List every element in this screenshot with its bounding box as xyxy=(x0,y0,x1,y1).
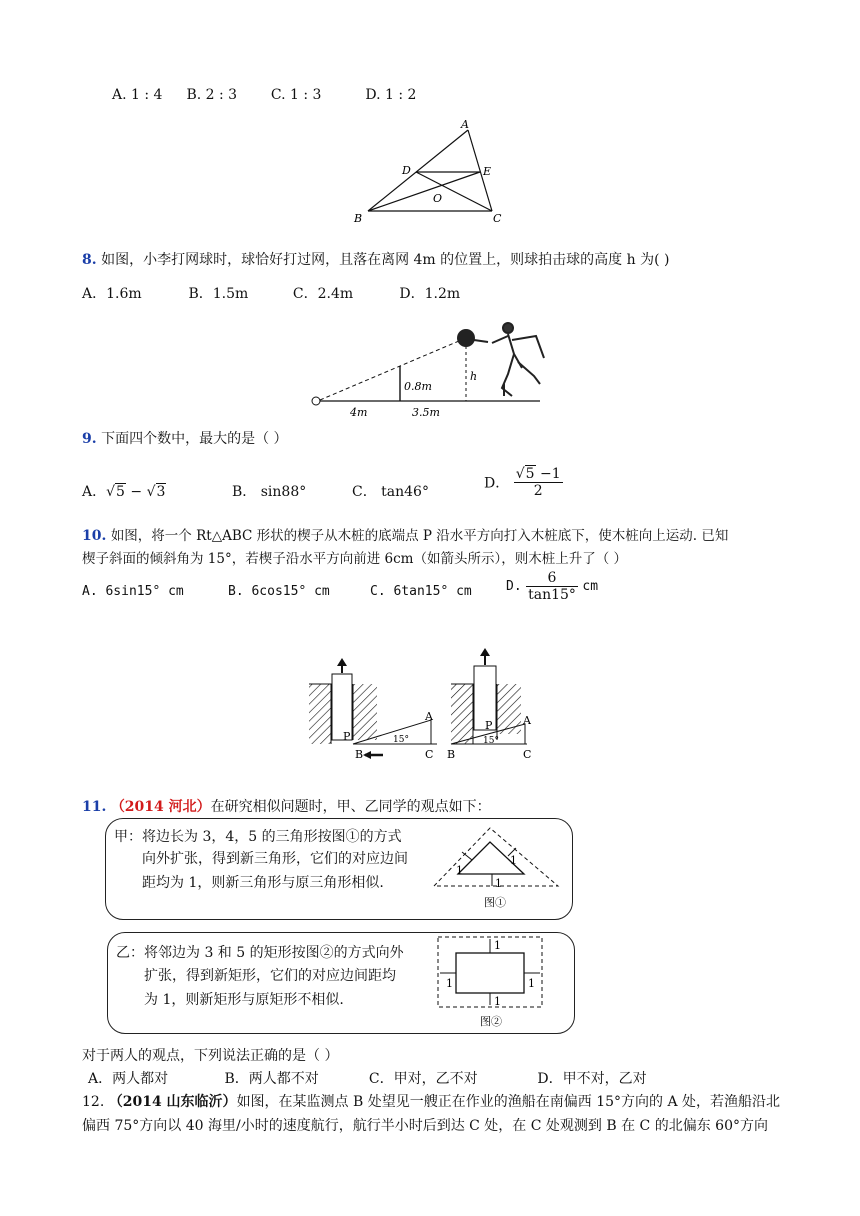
q11-yi-line-3: 为 1，则新矩形与原矩形不相似. xyxy=(144,992,344,1008)
q12-text-1: 如图，在某监测点 B 处望见一艘正在作业的渔船在南偏西 15°方向的 A 处，若渔船沿北 xyxy=(236,1094,781,1110)
q7-triangle-figure xyxy=(350,116,510,226)
q11-jia-line-1: 甲：将边长为 3，4，5 的三角形按图①的方式 xyxy=(114,829,402,845)
q10-option-a: A. 6sin15° cm xyxy=(82,584,184,599)
q10-fig1-label-c: C xyxy=(425,748,434,761)
q11-jia-line-3: 距均为 1，则新三角形与原三角形相似. xyxy=(142,875,384,891)
q11-fig2-one-right: 1 xyxy=(528,977,535,990)
q9-stem: 下面四个数中，最大的是（ ） xyxy=(101,431,288,447)
q11-question: 对于两人的观点，下列说法正确的是（ ） xyxy=(82,1048,339,1064)
q11-fig1-one-right: 1 xyxy=(510,854,517,867)
q8-tennis-figure xyxy=(308,318,558,420)
q8-d1-label: 4m xyxy=(350,406,368,419)
q11-source: （2014 河北） xyxy=(110,799,211,815)
q10-option-c: C. 6tan15° cm xyxy=(370,584,472,599)
q10-fig1-label-p: P xyxy=(343,730,351,743)
q9-option-d-denominator: 2 xyxy=(533,483,543,499)
q11-fig2-one-bottom: 1 xyxy=(494,995,501,1008)
q11-fig2-one-top: 1 xyxy=(494,939,501,952)
q10-fig1-label-angle: 15° xyxy=(393,735,409,745)
q11-fig1-one-left: 1 xyxy=(456,864,463,877)
q7-options xyxy=(112,87,416,103)
q10-fig1-label-a: A xyxy=(425,710,433,723)
q10-option-d-fraction xyxy=(526,570,578,603)
q10-fig2-label-a: A xyxy=(523,714,531,727)
q11-fig1-caption: 图① xyxy=(484,896,506,909)
q11-fig2-caption: 图② xyxy=(480,1015,502,1028)
q11-jia-line-2: 向外扩张，得到新三角形，它们的对应边间 xyxy=(142,851,408,867)
q10-stem-2: 楔子斜面的倾斜角为 15°，若楔子沿水平方向前进 6cm（如箭头所示），则木桩上升了（ ） xyxy=(82,551,628,567)
q9-stem-line xyxy=(82,428,288,448)
q7-label-e: E xyxy=(483,165,492,178)
q10-option-d xyxy=(506,570,598,603)
q7-label-d: D xyxy=(402,164,411,177)
q8-option-d: D．1.2m xyxy=(399,286,461,302)
q7-option-b: B. 2 : 3 xyxy=(186,87,238,103)
q9-number: 9. xyxy=(82,431,97,447)
q12-line-1 xyxy=(82,1091,780,1111)
q8-option-a: A．1.6m xyxy=(82,286,142,302)
q8-number: 8. xyxy=(82,252,97,268)
q8-stem: 如图，小李打网球时，球恰好打过网，且落在离网 4m 的位置上，则球拍击球的高度 h 为( ) xyxy=(101,252,670,268)
q10-option-b: B. 6cos15° cm xyxy=(228,584,330,599)
q9-option-a: A．√5 − √3 xyxy=(82,484,166,500)
q8-net-label: 0.8m xyxy=(404,380,432,393)
q10-fig2-label-angle: 15° xyxy=(483,736,499,746)
q11-yi-line-2: 扩张，得到新矩形，它们的对应边间距均 xyxy=(144,968,396,984)
q10-option-d-prefix: D. xyxy=(506,579,522,594)
q11-option-b: B．两人都不对 xyxy=(224,1071,319,1087)
q8-d2-label: 3.5m xyxy=(412,406,440,419)
q9-option-a-radicand-1: 5 xyxy=(116,484,125,500)
q7-option-d: D. 1 : 2 xyxy=(365,87,417,103)
q10-fig2-label-c: C xyxy=(523,748,532,761)
q8-option-c: C．2.4m xyxy=(292,286,354,302)
q11-fig1-one-bottom: 1 xyxy=(495,877,502,890)
q12-source: （2014 山东临沂） xyxy=(108,1094,237,1110)
q10-option-d-unit: cm xyxy=(582,579,599,594)
q8-stem-line xyxy=(82,249,669,269)
q9-option-d-fraction: $\frac{√5 -1}{2}$ xyxy=(515,466,561,499)
q11-number: 11. xyxy=(82,799,107,815)
q11-options xyxy=(88,1068,647,1088)
q9-option-d-radicand: 5 xyxy=(525,466,535,482)
q9-option-d-prefix: D． xyxy=(484,475,510,492)
q9-option-b: B． sin88° xyxy=(232,484,307,500)
q8-options xyxy=(82,283,460,303)
q9-option-d xyxy=(484,466,563,499)
q10-stem-line-1 xyxy=(82,524,728,544)
q10-fig1-label-b: B xyxy=(355,748,364,761)
q7-label-o: O xyxy=(433,192,443,205)
q7-label-a: A xyxy=(461,118,469,131)
q8-h-label: h xyxy=(470,370,478,383)
q10-wedge-figure xyxy=(305,640,550,765)
q10-option-d-numerator: 6 xyxy=(526,570,578,587)
q10-option-d-denominator: tan15° xyxy=(528,587,576,603)
q10-fig2-label-p: P xyxy=(485,719,493,732)
q8-option-b: B．1.5m xyxy=(188,286,249,302)
q11-option-d: D．甲不对，乙对 xyxy=(537,1071,647,1087)
q9-option-d-num-rest: −1 xyxy=(535,466,561,482)
q10-fig2-label-b: B xyxy=(447,748,456,761)
q12-number: 12. xyxy=(82,1094,105,1110)
q12-line-2: 偏西 75°方向以 40 海里/小时的速度航行，航行半小时后到达 C 处，在 C 处观测到 B 在 C 的北偏东 60°方向 xyxy=(82,1118,768,1134)
q11-fig1 xyxy=(430,822,565,914)
q11-option-c: C．甲对，乙不对 xyxy=(368,1071,478,1087)
q7-option-a: A. 1 : 4 xyxy=(112,87,163,103)
q9-option-c: C． tan46° xyxy=(352,484,429,500)
q11-option-a: A．两人都对 xyxy=(88,1071,169,1087)
q11-fig2 xyxy=(434,935,546,1031)
q7-label-b: B xyxy=(354,212,363,225)
q11-stem-line xyxy=(82,796,491,816)
q9-option-a-prefix: A． xyxy=(82,484,107,500)
q9-option-a-radicand-2: 3 xyxy=(156,484,166,500)
q7-option-c: C. 1 : 3 xyxy=(270,87,322,103)
q11-fig2-one-left: 1 xyxy=(446,977,453,990)
q11-stem: 在研究相似问题时，甲、乙同学的观点如下： xyxy=(210,799,491,815)
q9-option-a-minus: − xyxy=(125,484,147,500)
q10-stem-1: 如图，将一个 Rt△ABC 形状的楔子从木桩的底端点 P 沿水平方向打入木桩底下，使木桩向上运动. 已知 xyxy=(110,528,729,544)
q10-number: 10. xyxy=(82,528,107,544)
q7-label-c: C xyxy=(493,212,502,225)
q11-yi-line-1: 乙：将邻边为 3 和 5 的矩形按图②的方式向外 xyxy=(116,945,404,961)
